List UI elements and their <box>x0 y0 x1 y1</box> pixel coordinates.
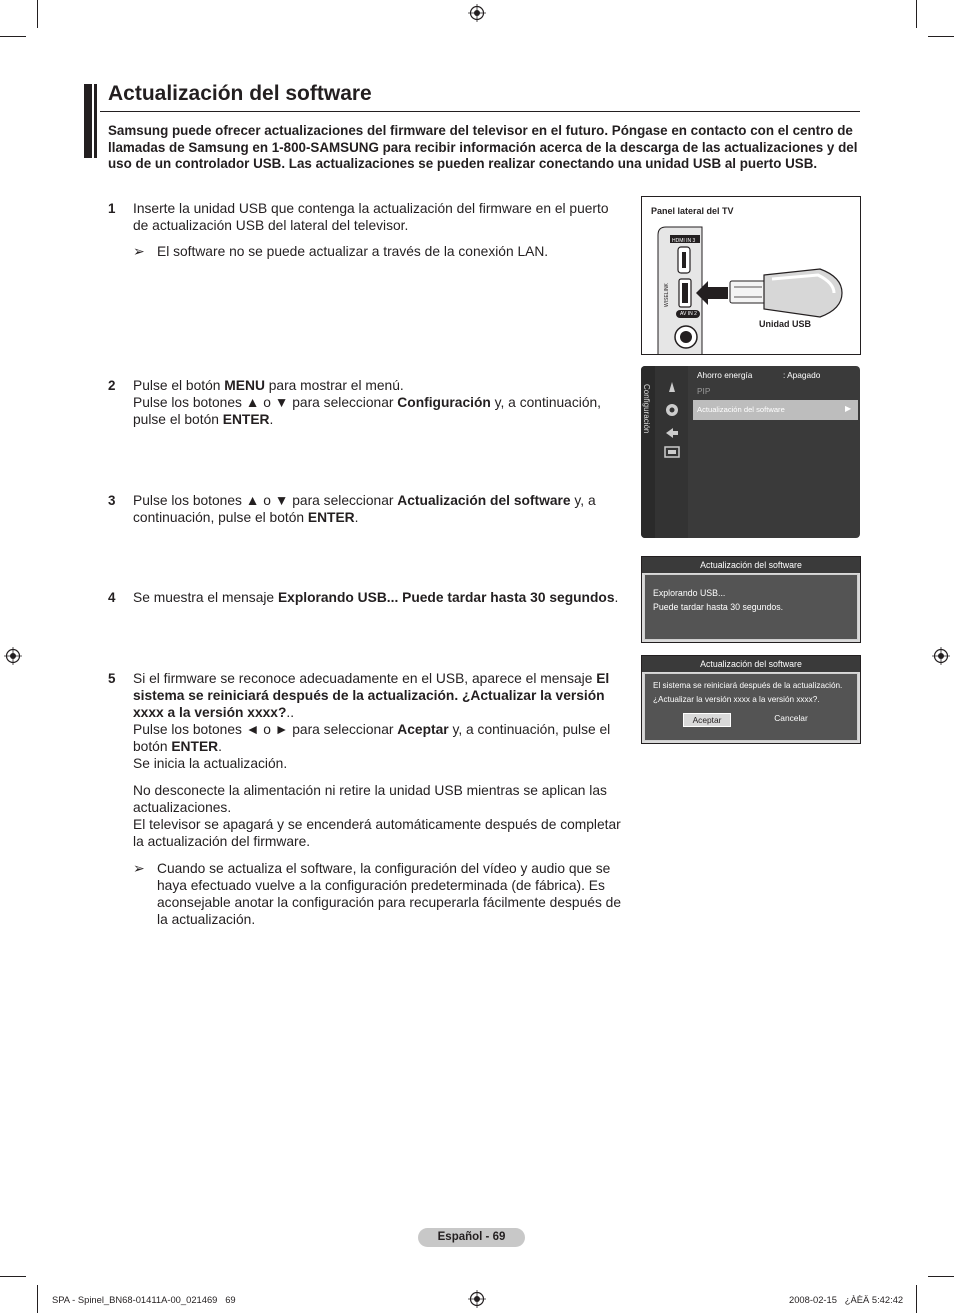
step-line: pulse el botón ENTER. <box>133 412 274 427</box>
title-accent-bar <box>84 84 92 158</box>
crop-mark <box>0 36 26 37</box>
step-line: la actualización. <box>157 912 256 927</box>
step-number: 2 <box>108 378 116 393</box>
page-title: Actualización del software <box>108 82 372 105</box>
step-number: 1 <box>108 201 116 216</box>
menu-row-label: Ahorro energía <box>697 370 753 380</box>
av-port-label: AV IN 2 <box>680 311 697 317</box>
step-text: Se muestra el mensaje Explorando USB... Puede tardar hasta 30 segundos. <box>133 590 619 605</box>
page-number-badge: Español - 69 <box>418 1228 525 1247</box>
title-accent-bar <box>94 84 97 158</box>
step-line: botón ENTER. <box>133 739 222 754</box>
dialog-message: El sistema se reiniciará después de la actualización. <box>653 681 843 690</box>
registration-mark-icon <box>468 4 486 22</box>
step-line: continuación, pulse el botón ENTER. <box>133 510 359 525</box>
dialog-title: Actualización del software <box>642 656 860 672</box>
wiselink-label: WISELINK <box>664 283 670 307</box>
application-icon <box>664 446 680 458</box>
menu-row-selected[interactable] <box>693 400 858 420</box>
step-line: sistema se reiniciará después de la actualización. ¿Actualizar la versión <box>133 688 605 703</box>
step-line: Pulse los botones ▲ o ▼ para seleccionar Configuración y, a continuación, <box>133 395 601 410</box>
dialog-body <box>644 673 858 741</box>
gear-icon <box>663 401 681 419</box>
step-text <box>133 670 628 772</box>
print-timestamp: 2008-02-15 ¿ÀÈÄ 5:42:42 <box>789 1294 904 1305</box>
menu-row-label: PIP <box>697 386 711 396</box>
input-icon <box>665 427 679 439</box>
step-line: haya efectuado vuelve a la configuración predeterminada (de fábrica). Es <box>157 878 605 893</box>
tv-side-panel-illustration <box>642 197 860 354</box>
crop-mark <box>37 1285 38 1313</box>
note-text <box>157 860 627 928</box>
step-line: la actualización del firmware. <box>133 834 311 849</box>
step-line: de actualización USB del lateral del televisor. <box>133 218 409 233</box>
note-arrow-icon: ➢ <box>133 243 145 259</box>
registration-mark-icon <box>4 647 22 665</box>
step-line: Se inicia la actualización. <box>133 756 288 771</box>
step-line: xxxx a la versión xxxx?.. <box>133 705 295 720</box>
step-line: Pulse el botón MENU para mostrar el menú. <box>133 378 404 393</box>
step-line: aconsejable anotar la configuración para recuperarla fácilmente después de <box>157 895 622 910</box>
menu-side-label: Configuración <box>642 384 651 434</box>
cancel-button[interactable]: Cancelar <box>769 712 813 724</box>
step-line: Pulse los botones ◄ o ► para seleccionar Aceptar y, a continuación, pulse el <box>133 722 611 737</box>
step-line: Inserte la unidad USB que contenga la actualización del firmware en el puerto <box>133 201 609 216</box>
usb-drive-label: Unidad USB <box>759 319 812 329</box>
step-text <box>133 200 628 234</box>
scanning-usb-dialog <box>641 556 861 643</box>
menu-row-value: : Apagado <box>783 370 821 380</box>
step-number: 5 <box>108 671 116 686</box>
dialog-message: Puede tardar hasta 30 segundos. <box>653 602 784 612</box>
title-underline <box>100 111 860 112</box>
step-number: 4 <box>108 590 116 605</box>
dialog-body <box>644 574 858 640</box>
dialog-message: Explorando USB... <box>653 588 726 598</box>
note-arrow-icon: ➢ <box>133 860 145 876</box>
update-confirm-dialog <box>641 655 861 744</box>
note-text: El software no se puede actualizar a través de la conexión LAN. <box>157 244 549 259</box>
step-number: 3 <box>108 493 116 508</box>
dialog-title: Actualización del software <box>642 557 860 573</box>
crop-mark <box>0 1276 26 1277</box>
intro-paragraph: Samsung puede ofrecer actualizaciones del firmware del televisor en el futuro. Póngase en contacto con el centro de llamadas de Samsung en 1-800-SAMSUNG para recibir información acerca de la descarga de las actualizaciones y del uso de un controlador USB. Las actualizaciones se pueden realizar conectando una unidad USB al puerto USB. <box>108 123 858 172</box>
usb-figure-panel <box>641 196 861 355</box>
warning-paragraph <box>133 782 628 850</box>
step-line: Pulse los botones ▲ o ▼ para seleccionar Actualización del software y, a <box>133 493 596 508</box>
setup-menu-osd <box>641 366 860 538</box>
registration-mark-icon <box>932 647 950 665</box>
print-slug: SPA - Spinel_BN68-01411A-00_021469 69 <box>52 1294 236 1305</box>
menu-row-label: Actualización del software <box>697 405 785 414</box>
crop-mark <box>916 1285 917 1313</box>
crop-mark <box>928 36 954 37</box>
step-text <box>133 492 628 526</box>
picture-icon <box>665 380 679 394</box>
crop-mark <box>37 0 38 28</box>
accept-button[interactable]: Aceptar <box>683 713 731 727</box>
step-line: No desconecte la alimentación ni retire la unidad USB mientras se aplican las <box>133 783 607 798</box>
step-line: Cuando se actualiza el software, la configuración del vídeo y audio que se <box>157 861 611 876</box>
step-line: El televisor se apagará y se encenderá automáticamente después de completar <box>133 817 621 832</box>
registration-mark-icon <box>468 1290 486 1308</box>
chevron-right-icon: ▶ <box>845 404 852 413</box>
crop-mark <box>928 1276 954 1277</box>
step-line: Si el firmware se reconoce adecuadamente en el USB, aparece el mensaje El <box>133 671 610 686</box>
crop-mark <box>916 0 917 28</box>
step-text <box>133 377 628 428</box>
panel-label: Panel lateral del TV <box>651 206 734 216</box>
step-line: actualizaciones. <box>133 800 232 815</box>
hdmi-port-label: HDMI IN 3 <box>672 238 696 244</box>
dialog-message: ¿Actualizar la versión xxxx a la versión xxxx?. <box>653 695 820 704</box>
